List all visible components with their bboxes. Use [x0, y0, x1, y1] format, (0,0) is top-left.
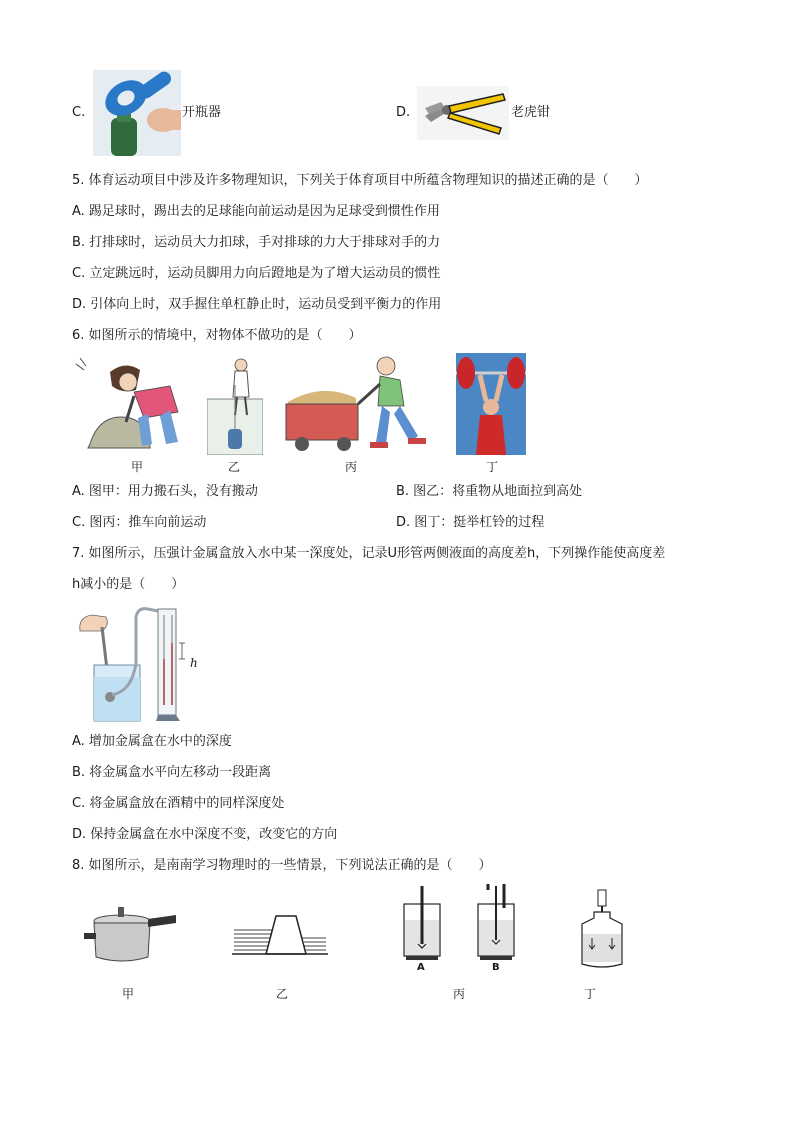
- pressure-gauge-figure: [72, 603, 202, 723]
- q8-stem: 8. 如图所示，是南南学习物理时的一些情景，下列说法正确的是（ ）: [72, 858, 492, 873]
- q6-figure-jia: [70, 352, 190, 456]
- q8-label-a: A: [417, 962, 425, 973]
- q6-caption-ding: 丁: [486, 460, 499, 474]
- q7-option-c: C. 将金属盒放在酒精中的同样深度处: [72, 796, 285, 811]
- pliers-photo: [417, 86, 509, 140]
- q8-label-b: B: [492, 962, 500, 973]
- pressure-cooker-figure: [82, 905, 178, 967]
- q8-caption-bing: 丙: [453, 987, 466, 1001]
- q4-option-d-text: 老虎钳: [511, 105, 551, 120]
- q4-option-c-text: 开瓶器: [182, 105, 222, 120]
- q6-figure-ding: [456, 353, 526, 455]
- q8-caption-jia: 甲: [122, 987, 135, 1001]
- q6-caption-bing: 丙: [345, 460, 358, 474]
- q5-option-b: B. 打排球时，运动员大力扣球，手对排球的力大于排球对手的力: [72, 235, 441, 250]
- bottle-dropper-figure: [578, 888, 628, 974]
- q5-option-d: D. 引体向上时，双手握住单杠静止时，运动员受到平衡力的作用: [72, 297, 442, 312]
- q5-stem: 5. 体育运动项目中涉及许多物理知识，下列关于体育项目中所蕴含物理知识的描述正确的是（ ）: [72, 173, 648, 188]
- q6-option-d: D. 图丁：挺举杠铃的过程: [396, 515, 545, 530]
- q5-option-a: A. 踢足球时，踢出去的足球能向前运动是因为足球受到惯性作用: [72, 204, 440, 219]
- q6-caption-yi: 乙: [228, 460, 241, 474]
- q6-figure-bing: [282, 352, 434, 456]
- q4-option-d-letter: D.: [396, 105, 411, 120]
- q8-caption-ding: 丁: [584, 987, 597, 1001]
- q6-caption-jia: 甲: [131, 460, 144, 474]
- q6-option-a: A. 图甲：用力搬石头，没有搬动: [72, 484, 258, 499]
- bottle-opener-photo: [93, 70, 181, 156]
- q6-figure-yi: [207, 355, 263, 455]
- dam-figure: [232, 910, 328, 960]
- q6-option-c: C. 图丙：推车向前运动: [72, 515, 207, 530]
- q7-h-label: h: [190, 656, 198, 670]
- q4-option-c-letter: C.: [72, 105, 86, 120]
- q8-caption-yi: 乙: [276, 987, 289, 1001]
- q7-option-d: D. 保持金属盒在水中深度不变，改变它的方向: [72, 827, 338, 842]
- q7-stem-line2: h减小的是（ ）: [72, 577, 185, 592]
- q7-option-a: A. 增加金属盒在水中的深度: [72, 734, 232, 749]
- q7-stem-line1: 7. 如图所示，压强计金属盒放入水中某一深度处，记录U形管两侧液面的高度差h，下列操作能使高度差: [72, 546, 666, 561]
- q6-option-b: B. 图乙：将重物从地面拉到高处: [396, 484, 583, 499]
- q6-stem: 6. 如图所示的情境中，对物体不做功的是（ ）: [72, 328, 362, 343]
- q5-option-c: C. 立定跳远时，运动员脚用力向后蹬地是为了增大运动员的惯性: [72, 266, 441, 281]
- q7-option-b: B. 将金属盒水平向左移动一段距离: [72, 765, 272, 780]
